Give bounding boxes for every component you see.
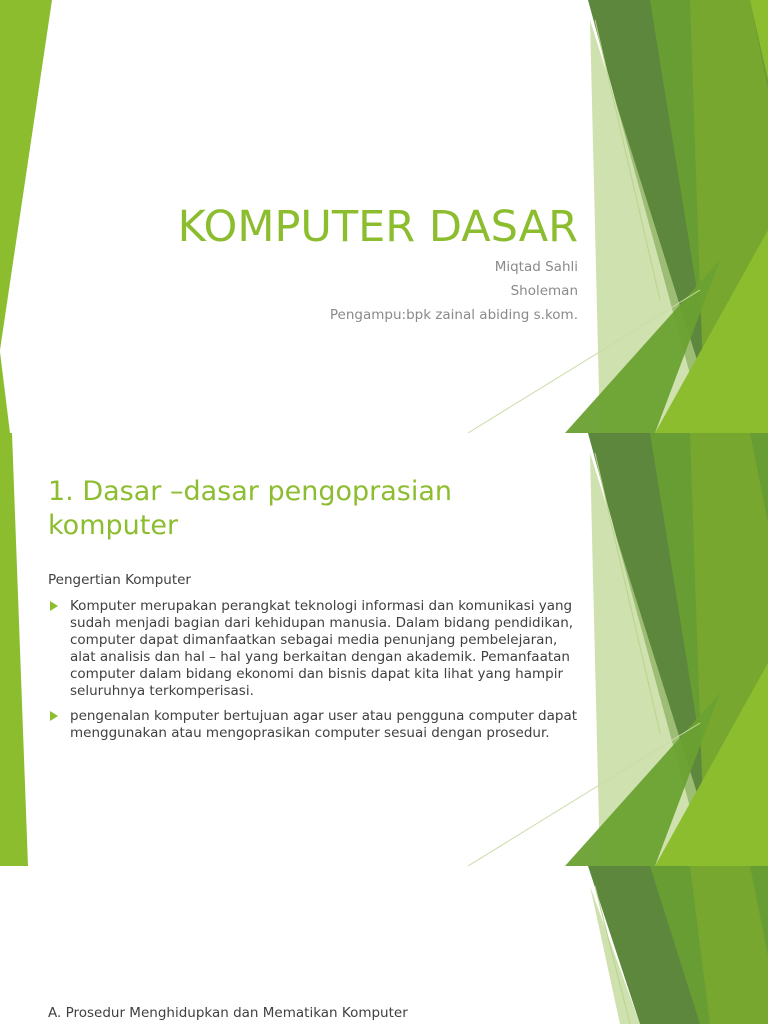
slide-decoration: [0, 866, 768, 1024]
triangle-right-icon: [50, 601, 58, 611]
slide-content: [0, 433, 768, 866]
slide-title-heading: KOMPUTER DASAR: [177, 202, 578, 252]
lecturer-name: Pengampu:bpk zainal abiding s.kom.: [329, 307, 578, 323]
slide-title: [0, 0, 768, 433]
slide-partial: [0, 866, 768, 1024]
list-item: [48, 598, 578, 700]
bullet-text: pengenalan komputer bertujuan agar user atau pengguna computer dapat menggunakan atau mengoprasikan computer sesuai dengan prosedur.: [70, 708, 578, 741]
subheading: Pengertian Komputer: [48, 572, 191, 588]
list-item: [48, 708, 578, 742]
triangle-right-icon: [50, 711, 58, 721]
bullet-list: [48, 598, 578, 742]
author-name-1: Miqtad Sahli: [494, 259, 578, 275]
bullet-text: Komputer merupakan perangkat teknologi informasi dan komunikasi yang sudah menjadi bagian dari kehidupan manusia. Dalam bidang pendidikan, computer dapat dimanfaatkan sebagai media penunjang pembelejaran, alat analisis dan hal – hal yang berkaitan dengan akademik. Pemanfaatan computer dalam bidang ekonomi dan bisnis dapat kita lihat yang hampir seluruhnya terkomperisasi.: [70, 598, 574, 699]
subheading: A. Prosedur Menghidupkan dan Mematikan Komputer: [48, 1005, 408, 1021]
author-name-2: Sholeman: [510, 283, 578, 299]
slide-heading: 1. Dasar –dasar pengoprasian komputer: [48, 476, 452, 541]
